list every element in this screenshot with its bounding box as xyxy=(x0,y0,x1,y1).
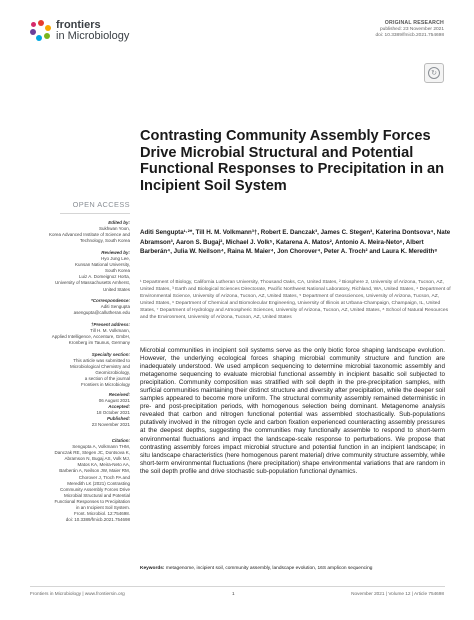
present-address-label: †Present address: xyxy=(90,322,130,327)
check-for-updates-button[interactable] xyxy=(424,63,444,83)
reviewed-by-label: Reviewed by: xyxy=(101,250,130,255)
correspondence xyxy=(30,298,130,316)
brand-name: frontiers xyxy=(56,19,101,31)
citation-label: Citation: xyxy=(111,438,130,443)
footer-volume: November 2021 | Volume 12 | Article 754698 xyxy=(351,591,444,596)
article-meta xyxy=(375,20,444,38)
citation xyxy=(30,438,130,523)
correspondence-text[interactable]: Aditi Sengupta asengupta@callutheran.edu xyxy=(73,304,130,316)
article-dates xyxy=(30,392,130,429)
keywords-label: Keywords: xyxy=(140,566,165,571)
footer-journal-link[interactable]: Frontiers in Microbiology | www.frontiersin.org xyxy=(30,591,125,596)
affiliations: ¹ Department of Biology, California Lutheran University, Thousand Oaks, CA, United States, ² Biosphere 2, University of Arizona, Tucson, AZ, United States, ³ Earth and Biological Sciences Directorate, Pacific Northwest National Laboratory, Richland, WA, United States, ⁴ Department of Environmental Science, University of Arizona, Tucson, AZ, United States, ⁵ Department of Geosciences, University of Arizona, Tucson, AZ, United States, ⁶ Department of Chemical and Biomolecular Engineering, University of Illinois at Urbana-Champaign, Champaign, IL, United States, ⁷ Department of Hydrology and Atmospheric Sciences, University of Arizona, Tucson, AZ, United States, ⁸ School of Natural Resources and the Environment, University of Arizona, Tucson, AZ, United States xyxy=(140,280,451,321)
received-label: Received: xyxy=(108,392,130,397)
published-label: Published: xyxy=(106,416,130,422)
present-address-text: Till H. M. Volkmann, Applied Intelligence, Accenture, GmbH, Kronberg im Taunus, Germany xyxy=(51,328,130,346)
published-date-side: 23 November 2021 xyxy=(91,422,130,428)
accepted-date: 18 October 2021 xyxy=(96,410,130,416)
citation-text: Sengupta A, Volkmann THM, Danczak RE, Stegen JC, Dontsova K, Abramson N, Bugaj AS, Volk MJ, Matos KA, Meira-Neto AA, Barberán A, Neilson JW, Maier RM, Chorover J, Troch PA and Meredith LK (2021) Contrasting Community Assembly Forces Drive Microbial Structural and Potential Functional Responses to Precipitation in an Incipient Soil System. Front. Microbiol. 12:754698. doi: 10.3389/fmicb.2021.754698 xyxy=(54,444,130,523)
keywords xyxy=(140,566,445,571)
specialty-text: This article was submitted to Microbiological Chemistry and Geomicrobiology, a section of the journal Frontiers in Microbiology xyxy=(69,358,130,388)
footer-divider xyxy=(30,586,445,587)
frontiers-logo-icon xyxy=(30,20,52,42)
divider xyxy=(140,340,445,341)
keywords-text: metagenome, incipient soil, community assembly, landscape evolution, 16S amplicon sequencing xyxy=(165,566,373,571)
journal-logo[interactable] xyxy=(30,20,129,42)
specialty-label: Specialty section: xyxy=(91,352,130,357)
edited-by-label: Edited by: xyxy=(108,220,130,225)
reviewed-by-text: Hyo Jung Lee, Kunsan National University, South Korea Luiz A. Domeignoz Horta, University of Massachusetts Amherst, United States xyxy=(54,256,130,292)
edited-by xyxy=(30,220,130,244)
journal-name: in Microbiology xyxy=(56,30,130,42)
edited-by-text: Sukhwan Yoon, Korea Advanced Institute of Science and Technology, South Korea xyxy=(48,226,130,244)
check-updates-icon: ↻ xyxy=(428,67,440,79)
received-date: 06 August 2021 xyxy=(98,398,130,404)
correspondence-label: *Correspondence: xyxy=(90,298,130,303)
present-address xyxy=(30,322,130,346)
open-access-label: OPEN ACCESS xyxy=(72,200,130,209)
abstract: Microbial communities in incipient soil systems serve as the only biotic force shaping landscape evolution. However, the underlying ecological forces shaping microbial community structure and function are inadequately understood. We used amplicon sequencing to determine microbial taxonomic assembly and metagenome sequencing to evaluate microbial functional assembly in incipient basaltic soil subjected to precipitation. Community composition was stratified with soil depth in the pre-precipitation samples, with surficial communities maintaining their distinct structure and diversity after precipitation, while the deeper soil samples appeared to become more uniform. The structural community assembly remained deterministic in pre- and post-precipitation periods, with homogenous selection being dominant. Metagenome analysis revealed that carbon and nitrogen functional potential was assembled stochastically. Sub-populations putatively involved in the nitrogen cycle and carbon fixation experienced counteracting assembly pressures at the deepest depths, suggesting the communities may functionally assemble to respond to short-term environmental fluctuations and impact the landscape-scale response to perturbations. We propose that contrasting assembly forces impact microbial structure and potential function in an incipient landscape; in situ landscape characteristics (here homogenous parent material) drive community structure assembly, while short-term environmental fluctuations (here precipitation) shape environmental variations that are random in the soil depth profile and drive stochastic sub-population functional dynamics. xyxy=(140,347,445,475)
published-date: published: 23 November 2021 xyxy=(379,27,444,32)
author-list: Aditi Sengupta¹·²*, Till H. M. Volkmann³†, Robert E. Danczak³, James C. Stegen³, Katerina Dontsova⁴, Nate Abramson³, Aaron S. Bugaj², Michael J. Volk⁵, Katarena A. Matos², Antonio A. Meira-Neto⁶, Albert Barberán⁴, Julia W. Neilson⁴, Raina M. Maier⁴, Jon Chorover⁴, Peter A. Troch² and Laura K. Meredith⁸ xyxy=(140,229,451,255)
accepted-label: Accepted: xyxy=(108,404,130,410)
page-number: 1 xyxy=(232,591,235,596)
specialty-section xyxy=(30,352,130,389)
article-doi[interactable]: doi: 10.3389/fmicb.2021.754698 xyxy=(375,33,444,38)
sidebar-divider xyxy=(60,213,130,214)
article-type: ORIGINAL RESEARCH xyxy=(384,20,444,26)
reviewed-by xyxy=(30,250,130,293)
article-title: Contrasting Community Assembly Forces Drive Microbial Structural and Potential Functional Responses to Precipitation in an Incipient Soil System xyxy=(140,128,445,194)
